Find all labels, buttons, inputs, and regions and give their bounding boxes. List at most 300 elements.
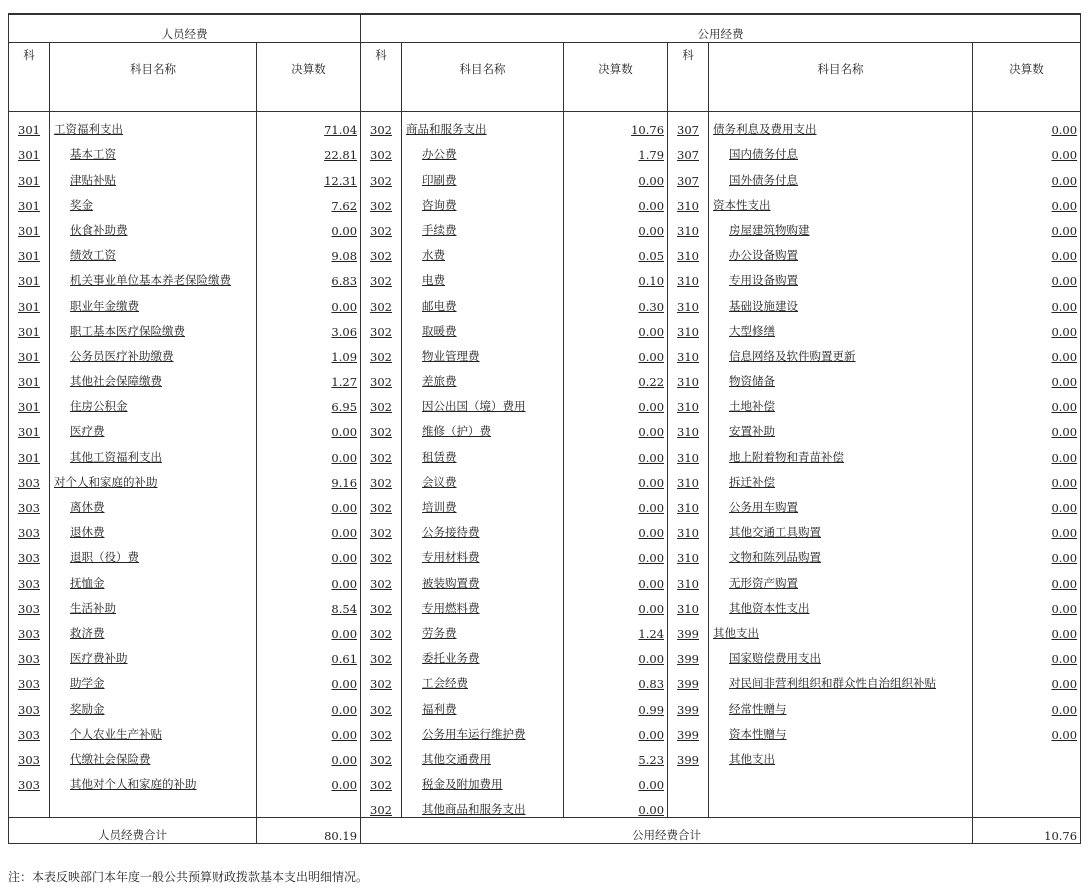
cell-code <box>668 792 709 818</box>
cell-name: 个人农业生产补贴 <box>50 717 257 742</box>
cell-amount: 0.00 <box>973 263 1081 288</box>
cell-code: 303 <box>9 515 50 540</box>
cell-code: 302 <box>361 339 402 364</box>
cell-amount: 0.00 <box>973 691 1081 716</box>
cell-name: 培训费 <box>402 490 564 515</box>
cell-code: 301 <box>9 339 50 364</box>
cell-amount: 0.00 <box>973 591 1081 616</box>
public-total-amount: 10.76 <box>973 818 1081 844</box>
cell-name: 职业年金缴费 <box>50 288 257 313</box>
table-row <box>9 540 1081 565</box>
cell-code: 303 <box>9 742 50 767</box>
cell-code: 310 <box>668 389 709 414</box>
cell-name: 福利费 <box>402 691 564 716</box>
cell-code: 302 <box>361 490 402 515</box>
cell-amount: 0.00 <box>564 565 668 590</box>
cell-amount: 0.00 <box>257 213 361 238</box>
cell-code: 301 <box>9 112 50 138</box>
table-row <box>9 717 1081 742</box>
cell-amount: 10.76 <box>564 112 668 138</box>
cell-name: 救济费 <box>50 616 257 641</box>
cell-code: 303 <box>9 465 50 490</box>
cell-name: 债务利息及费用支出 <box>709 112 973 138</box>
totals-row <box>9 818 1081 844</box>
cell-code: 302 <box>361 263 402 288</box>
cell-amount: 0.00 <box>564 515 668 540</box>
cell-name: 因公出国（境）费用 <box>402 389 564 414</box>
cell-amount: 0.00 <box>564 439 668 464</box>
header-name: 科目名称 <box>402 43 564 112</box>
cell-code: 307 <box>668 162 709 187</box>
cell-name: 委托业务费 <box>402 641 564 666</box>
cell-name: 公务用车购置 <box>709 490 973 515</box>
cell-amount: 0.00 <box>564 314 668 339</box>
cell-code: 303 <box>9 691 50 716</box>
cell-name: 助学金 <box>50 666 257 691</box>
cell-amount: 0.83 <box>564 666 668 691</box>
cell-code: 302 <box>361 389 402 414</box>
cell-code: 310 <box>668 565 709 590</box>
cell-amount: 0.00 <box>973 565 1081 590</box>
table-row <box>9 162 1081 187</box>
column-header-row <box>9 43 1081 112</box>
cell-name: 公务用车运行维护费 <box>402 717 564 742</box>
cell-code: 303 <box>9 540 50 565</box>
cell-amount: 0.30 <box>564 288 668 313</box>
cell-code: 302 <box>361 213 402 238</box>
cell-name: 公务接待费 <box>402 515 564 540</box>
cell-code <box>668 767 709 792</box>
cell-code: 302 <box>361 364 402 389</box>
cell-code: 302 <box>361 591 402 616</box>
cell-amount: 0.00 <box>973 288 1081 313</box>
cell-name: 水费 <box>402 238 564 263</box>
cell-name: 邮电费 <box>402 288 564 313</box>
cell-code: 302 <box>361 414 402 439</box>
header-name: 科目名称 <box>50 43 257 112</box>
table-row <box>9 213 1081 238</box>
cell-code: 303 <box>9 490 50 515</box>
cell-name: 税金及附加费用 <box>402 767 564 792</box>
cell-amount: 0.00 <box>973 162 1081 187</box>
cell-code: 301 <box>9 213 50 238</box>
table-row <box>9 591 1081 616</box>
cell-code: 302 <box>361 465 402 490</box>
cell-name: 会议费 <box>402 465 564 490</box>
cell-name: 伙食补助费 <box>50 213 257 238</box>
cell-code: 302 <box>361 188 402 213</box>
cell-code: 302 <box>361 742 402 767</box>
cell-amount: 0.00 <box>564 490 668 515</box>
cell-name: 文物和陈列品购置 <box>709 540 973 565</box>
cell-amount: 12.31 <box>257 162 361 187</box>
cell-code: 399 <box>668 666 709 691</box>
cell-code: 310 <box>668 213 709 238</box>
cell-name <box>709 767 973 792</box>
cell-code: 310 <box>668 238 709 263</box>
header-amount: 决算数 <box>257 43 361 112</box>
cell-name: 办公设备购置 <box>709 238 973 263</box>
table-row <box>9 792 1081 818</box>
cell-amount: 71.04 <box>257 112 361 138</box>
cell-amount: 0.00 <box>973 717 1081 742</box>
cell-amount: 0.00 <box>973 540 1081 565</box>
cell-code: 310 <box>668 414 709 439</box>
cell-amount: 0.00 <box>973 213 1081 238</box>
cell-code: 302 <box>361 717 402 742</box>
cell-name: 公务员医疗补助缴费 <box>50 339 257 364</box>
cell-amount: 0.05 <box>564 238 668 263</box>
cell-amount: 0.00 <box>973 641 1081 666</box>
cell-amount: 0.00 <box>564 188 668 213</box>
expenditure-detail-table <box>8 13 1081 844</box>
cell-code: 302 <box>361 515 402 540</box>
public-total-label: 公用经费合计 <box>361 818 973 844</box>
table-row <box>9 691 1081 716</box>
cell-name: 住房公积金 <box>50 389 257 414</box>
cell-amount: 0.00 <box>973 188 1081 213</box>
cell-amount <box>257 792 361 818</box>
cell-amount <box>973 767 1081 792</box>
table-row <box>9 137 1081 162</box>
group-header-row <box>9 14 1081 43</box>
cell-amount: 3.06 <box>257 314 361 339</box>
cell-code: 301 <box>9 137 50 162</box>
cell-amount: 5.23 <box>564 742 668 767</box>
personnel-total-amount: 80.19 <box>257 818 361 844</box>
cell-amount: 0.00 <box>564 641 668 666</box>
header-name: 科目名称 <box>709 43 973 112</box>
cell-code: 302 <box>361 137 402 162</box>
cell-amount: 6.95 <box>257 389 361 414</box>
header-code: 科 <box>668 43 709 112</box>
cell-amount: 0.00 <box>973 439 1081 464</box>
header-code: 科 <box>9 43 50 112</box>
cell-name: 物业管理费 <box>402 339 564 364</box>
cell-name: 国内债务付息 <box>709 137 973 162</box>
cell-name: 其他工资福利支出 <box>50 439 257 464</box>
cell-name: 医疗费补助 <box>50 641 257 666</box>
cell-name: 基本工资 <box>50 137 257 162</box>
cell-name: 地上附着物和青苗补偿 <box>709 439 973 464</box>
cell-name: 租赁费 <box>402 439 564 464</box>
cell-amount: 0.00 <box>973 515 1081 540</box>
cell-code: 399 <box>668 717 709 742</box>
cell-name: 其他交通工具购置 <box>709 515 973 540</box>
cell-amount: 0.00 <box>973 314 1081 339</box>
cell-amount: 0.00 <box>564 414 668 439</box>
cell-name: 取暖费 <box>402 314 564 339</box>
cell-name: 无形资产购置 <box>709 565 973 590</box>
cell-name: 办公费 <box>402 137 564 162</box>
cell-name: 工会经费 <box>402 666 564 691</box>
cell-code: 301 <box>9 364 50 389</box>
cell-amount: 0.00 <box>564 792 668 818</box>
cell-amount: 22.81 <box>257 137 361 162</box>
cell-name: 被装购置费 <box>402 565 564 590</box>
cell-amount: 0.99 <box>564 691 668 716</box>
table-row <box>9 767 1081 792</box>
cell-code: 302 <box>361 666 402 691</box>
cell-code: 303 <box>9 717 50 742</box>
cell-name: 印刷费 <box>402 162 564 187</box>
cell-name: 对民间非营利组织和群众性自治组织补贴 <box>709 666 973 691</box>
cell-amount: 0.00 <box>973 666 1081 691</box>
cell-name: 其他商品和服务支出 <box>402 792 564 818</box>
cell-name: 其他社会保障缴费 <box>50 364 257 389</box>
cell-code: 303 <box>9 565 50 590</box>
cell-name: 机关事业单位基本养老保险缴费 <box>50 263 257 288</box>
table-row <box>9 490 1081 515</box>
cell-amount: 9.16 <box>257 465 361 490</box>
table-row <box>9 465 1081 490</box>
cell-amount: 0.00 <box>257 616 361 641</box>
cell-code: 302 <box>361 565 402 590</box>
cell-amount: 0.00 <box>257 666 361 691</box>
cell-code: 303 <box>9 591 50 616</box>
cell-amount: 0.00 <box>564 540 668 565</box>
cell-name <box>50 792 257 818</box>
cell-amount: 0.00 <box>973 414 1081 439</box>
cell-amount: 0.00 <box>257 439 361 464</box>
cell-code: 310 <box>668 364 709 389</box>
cell-amount: 1.09 <box>257 339 361 364</box>
cell-name: 资本性赠与 <box>709 717 973 742</box>
cell-name: 资本性支出 <box>709 188 973 213</box>
cell-amount: 0.00 <box>257 515 361 540</box>
cell-code: 302 <box>361 439 402 464</box>
cell-code: 301 <box>9 414 50 439</box>
cell-amount: 0.00 <box>257 565 361 590</box>
cell-name: 安置补助 <box>709 414 973 439</box>
table-row <box>9 238 1081 263</box>
cell-code: 301 <box>9 439 50 464</box>
table-row <box>9 742 1081 767</box>
cell-code: 310 <box>668 439 709 464</box>
cell-amount: 0.00 <box>257 767 361 792</box>
cell-name: 专用材料费 <box>402 540 564 565</box>
cell-code: 303 <box>9 616 50 641</box>
cell-code: 303 <box>9 666 50 691</box>
cell-code: 399 <box>668 742 709 767</box>
table-row <box>9 565 1081 590</box>
cell-code: 301 <box>9 238 50 263</box>
cell-name: 其他支出 <box>709 616 973 641</box>
cell-code: 302 <box>361 112 402 138</box>
cell-code: 399 <box>668 641 709 666</box>
cell-name: 房屋建筑物购建 <box>709 213 973 238</box>
cell-name: 退职（役）费 <box>50 540 257 565</box>
cell-name: 差旅费 <box>402 364 564 389</box>
cell-amount: 6.83 <box>257 263 361 288</box>
cell-amount: 0.00 <box>973 339 1081 364</box>
cell-code: 302 <box>361 314 402 339</box>
cell-name: 其他资本性支出 <box>709 591 973 616</box>
cell-name: 绩效工资 <box>50 238 257 263</box>
cell-name: 退休费 <box>50 515 257 540</box>
cell-code: 310 <box>668 288 709 313</box>
cell-name: 奖金 <box>50 188 257 213</box>
cell-amount: 0.00 <box>973 389 1081 414</box>
cell-amount: 0.00 <box>564 162 668 187</box>
cell-name: 咨询费 <box>402 188 564 213</box>
group-personnel: 人员经费 <box>9 14 361 43</box>
cell-code: 302 <box>361 641 402 666</box>
cell-code: 301 <box>9 162 50 187</box>
cell-amount: 1.27 <box>257 364 361 389</box>
cell-amount: 0.00 <box>564 213 668 238</box>
cell-code: 399 <box>668 616 709 641</box>
cell-code: 302 <box>361 616 402 641</box>
table-row <box>9 616 1081 641</box>
cell-name: 对个人和家庭的补助 <box>50 465 257 490</box>
cell-code <box>9 792 50 818</box>
cell-code: 301 <box>9 188 50 213</box>
cell-name: 经常性赠与 <box>709 691 973 716</box>
cell-name: 商品和服务支出 <box>402 112 564 138</box>
cell-code: 302 <box>361 238 402 263</box>
cell-code: 302 <box>361 767 402 792</box>
cell-code: 310 <box>668 490 709 515</box>
cell-amount: 1.24 <box>564 616 668 641</box>
cell-code: 310 <box>668 465 709 490</box>
cell-name: 职工基本医疗保险缴费 <box>50 314 257 339</box>
cell-amount: 0.00 <box>973 112 1081 138</box>
cell-amount: 0.61 <box>257 641 361 666</box>
cell-name: 国外债务付息 <box>709 162 973 187</box>
cell-amount <box>973 742 1081 767</box>
cell-code: 301 <box>9 263 50 288</box>
table-row <box>9 263 1081 288</box>
cell-amount: 0.00 <box>564 389 668 414</box>
cell-name: 其他支出 <box>709 742 973 767</box>
cell-name: 维修（护）费 <box>402 414 564 439</box>
cell-code: 303 <box>9 641 50 666</box>
cell-name: 拆迁补偿 <box>709 465 973 490</box>
cell-code: 310 <box>668 263 709 288</box>
cell-name: 医疗费 <box>50 414 257 439</box>
cell-amount: 0.00 <box>973 238 1081 263</box>
cell-name: 离休费 <box>50 490 257 515</box>
cell-name: 津贴补贴 <box>50 162 257 187</box>
cell-name: 代缴社会保险费 <box>50 742 257 767</box>
cell-name: 大型修缮 <box>709 314 973 339</box>
cell-amount: 0.00 <box>257 691 361 716</box>
cell-amount: 0.00 <box>564 465 668 490</box>
cell-name: 其他对个人和家庭的补助 <box>50 767 257 792</box>
cell-code: 310 <box>668 188 709 213</box>
table-row <box>9 439 1081 464</box>
cell-name: 专用设备购置 <box>709 263 973 288</box>
cell-name: 生活补助 <box>50 591 257 616</box>
cell-amount: 0.00 <box>257 717 361 742</box>
cell-code: 399 <box>668 691 709 716</box>
cell-amount: 7.62 <box>257 188 361 213</box>
cell-amount: 9.08 <box>257 238 361 263</box>
cell-code: 302 <box>361 288 402 313</box>
cell-amount: 0.00 <box>564 339 668 364</box>
cell-code: 302 <box>361 162 402 187</box>
cell-name: 基础设施建设 <box>709 288 973 313</box>
table-row <box>9 188 1081 213</box>
cell-code: 307 <box>668 112 709 138</box>
cell-code: 302 <box>361 792 402 818</box>
cell-name: 劳务费 <box>402 616 564 641</box>
cell-amount: 0.00 <box>973 490 1081 515</box>
table-row <box>9 515 1081 540</box>
cell-amount: 1.79 <box>564 137 668 162</box>
cell-name: 工资福利支出 <box>50 112 257 138</box>
cell-name <box>709 792 973 818</box>
cell-name: 土地补偿 <box>709 389 973 414</box>
cell-amount: 0.22 <box>564 364 668 389</box>
cell-amount <box>973 792 1081 818</box>
cell-code: 301 <box>9 314 50 339</box>
table-row <box>9 641 1081 666</box>
cell-code: 303 <box>9 767 50 792</box>
cell-name: 国家赔偿费用支出 <box>709 641 973 666</box>
cell-amount: 0.00 <box>257 288 361 313</box>
table-footnote: 注：本表反映部门本年度一般公共预算财政拨款基本支出明细情况。 <box>8 870 369 884</box>
cell-code: 301 <box>9 288 50 313</box>
cell-name: 电费 <box>402 263 564 288</box>
cell-code: 302 <box>361 691 402 716</box>
group-public: 公用经费 <box>361 14 1081 43</box>
table-row <box>9 414 1081 439</box>
table-row <box>9 339 1081 364</box>
cell-amount: 0.00 <box>257 490 361 515</box>
table-row <box>9 112 1081 138</box>
cell-code: 310 <box>668 540 709 565</box>
table-row <box>9 389 1081 414</box>
cell-name: 专用燃料费 <box>402 591 564 616</box>
cell-amount: 0.00 <box>973 364 1081 389</box>
cell-code: 307 <box>668 137 709 162</box>
cell-amount: 0.10 <box>564 263 668 288</box>
cell-amount: 0.00 <box>564 591 668 616</box>
header-amount: 决算数 <box>973 43 1081 112</box>
cell-name: 其他交通费用 <box>402 742 564 767</box>
cell-name: 抚恤金 <box>50 565 257 590</box>
cell-name: 手续费 <box>402 213 564 238</box>
cell-code: 310 <box>668 591 709 616</box>
cell-amount: 0.00 <box>973 137 1081 162</box>
table-row <box>9 288 1081 313</box>
cell-code: 302 <box>361 540 402 565</box>
cell-code: 301 <box>9 389 50 414</box>
cell-amount: 0.00 <box>564 717 668 742</box>
cell-amount: 0.00 <box>973 465 1081 490</box>
cell-amount: 0.00 <box>257 414 361 439</box>
cell-name: 信息网络及软件购置更新 <box>709 339 973 364</box>
table-row <box>9 364 1081 389</box>
cell-amount: 8.54 <box>257 591 361 616</box>
cell-name: 奖励金 <box>50 691 257 716</box>
cell-code: 310 <box>668 314 709 339</box>
table-row <box>9 314 1081 339</box>
cell-amount: 0.00 <box>257 742 361 767</box>
table-row <box>9 666 1081 691</box>
cell-code: 310 <box>668 339 709 364</box>
cell-name: 物资储备 <box>709 364 973 389</box>
cell-amount: 0.00 <box>257 540 361 565</box>
header-amount: 决算数 <box>564 43 668 112</box>
header-code: 科 <box>361 43 402 112</box>
cell-amount: 0.00 <box>973 616 1081 641</box>
cell-amount: 0.00 <box>564 767 668 792</box>
cell-code: 310 <box>668 515 709 540</box>
personnel-total-label: 人员经费合计 <box>9 818 257 844</box>
